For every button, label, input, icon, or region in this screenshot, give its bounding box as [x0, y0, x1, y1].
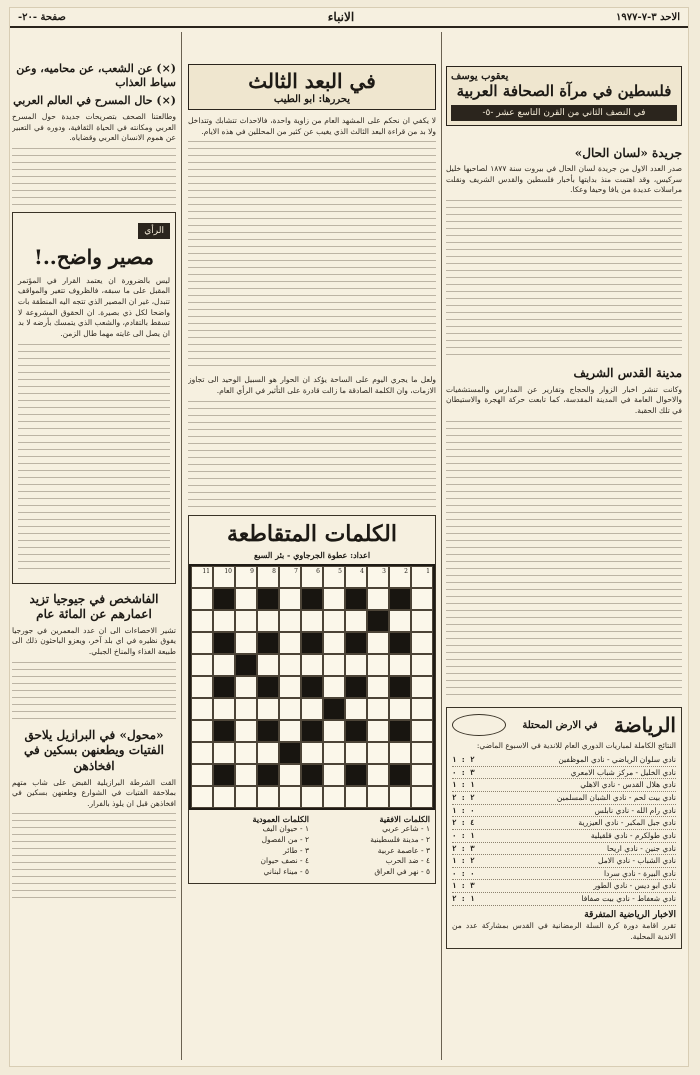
horizontal-clues [315, 814, 430, 878]
crossword-cell[interactable] [257, 610, 279, 632]
crossword-cell[interactable] [191, 764, 213, 786]
sports-match: نادي الشباب - نادي الامل [598, 856, 676, 866]
crossword-cell[interactable] [213, 742, 235, 764]
crossword-section [188, 515, 436, 884]
crossword-cell[interactable] [191, 566, 213, 588]
crossword-cell[interactable] [345, 654, 367, 676]
georgia-headline: الفاشخص في جيوجيا تزيد اعمارهم عن المائة عام [29, 591, 159, 622]
vertical-clues [194, 814, 309, 878]
crossword-cell[interactable] [367, 698, 389, 720]
crossword-black-cell [367, 610, 389, 632]
crossword-cell[interactable] [301, 742, 323, 764]
crossword-black-cell [301, 720, 323, 742]
sports-match: نادي سلوان الرياضي - نادي الموظفين [558, 755, 676, 765]
theatre-headline-1: (×) عن الشعب، عن محاميه، وعن سياط العذاب [16, 62, 176, 90]
sports-score: ٢ : ١ [452, 856, 475, 866]
crossword-cell[interactable] [257, 698, 279, 720]
brazil-headline: «محول» في البرازيل يلاحق الفتيات ويطعنهن بسكين في افخاذهن [23, 727, 164, 773]
sports-result-row [452, 880, 676, 893]
crossword-cell[interactable] [367, 676, 389, 698]
crossword-clue: ٤ - نصف حيوان [260, 856, 309, 866]
crossword-cell[interactable] [367, 720, 389, 742]
crossword-cell[interactable] [235, 742, 257, 764]
crossword-cell[interactable] [323, 610, 345, 632]
crossword-cell[interactable] [367, 764, 389, 786]
vertical-clues-title: الكلمات العمودية [252, 814, 309, 825]
crossword-grid[interactable] [189, 564, 435, 810]
sports-result-row [452, 855, 676, 868]
crossword-clue: ٥ - ميناء لبناني [263, 867, 309, 877]
crossword-black-cell [345, 676, 367, 698]
masthead [10, 8, 688, 28]
crossword-cell[interactable] [257, 654, 279, 676]
crossword-cell[interactable] [191, 742, 213, 764]
third-dimension-text: لا يكفي ان نحكم على المشهد العام من زاوية واحدة، فالاحداث تتشابك وتتداخل ولا بد من قراءة البعد الثالث الذي يغيب عن كثير من المحللين في هذه الايام. [188, 116, 436, 136]
sports-match: نادي الخليل - مركز شباب الامعري [570, 767, 676, 777]
crossword-cell[interactable] [323, 588, 345, 610]
crossword-cell[interactable] [279, 610, 301, 632]
sports-section [446, 707, 682, 949]
brazil-text: القت الشرطة البرازيلية القبض على شاب متهم بملاحقة الفتيات في الشوارع وطعنهن بسكين في افخاذهن قبل ان يلوذ بالفرار. [12, 777, 176, 808]
crossword-cell[interactable] [367, 566, 389, 588]
crossword-black-cell [389, 720, 411, 742]
article-body-lines [188, 141, 436, 371]
crossword-cell[interactable] [323, 654, 345, 676]
article-body-lines [188, 401, 436, 511]
crossword-cell[interactable] [191, 588, 213, 610]
vertical-clues-list [194, 824, 309, 877]
crossword-black-cell [301, 588, 323, 610]
sports-result-row [452, 830, 676, 843]
sports-results-list [452, 754, 676, 906]
crossword-cell[interactable] [367, 632, 389, 654]
sports-match: نادي رام الله - نادي نابلس [594, 805, 676, 815]
crossword-black-cell [213, 764, 235, 786]
sports-intro: النتائج الكاملة لمباريات الدوري العام للاندية في الاسبوع الماضي: [476, 740, 676, 750]
palestine-subheadline: في النصف الثاني من القرن التاسع عشر -٥- [451, 105, 677, 121]
crossword-cell[interactable] [389, 786, 411, 808]
left-column [12, 32, 176, 1060]
crossword-cell[interactable] [411, 632, 433, 654]
jerusalem-heading: مدينة القدس الشريف [573, 366, 682, 381]
crossword-cell-number: 6 [316, 568, 320, 576]
crossword-cell[interactable] [411, 698, 433, 720]
crossword-cell[interactable] [389, 610, 411, 632]
crossword-black-cell [257, 764, 279, 786]
sports-result-row [452, 843, 676, 856]
crossword-cell[interactable] [213, 698, 235, 720]
crossword-cell[interactable] [279, 720, 301, 742]
crossword-cell[interactable] [389, 566, 411, 588]
sports-match: نادي جبل المكبر - نادي العيزرية [578, 818, 676, 828]
article-body-lines [18, 344, 170, 574]
issue-date: الاحد ٣-٧-١٩٧٧ [616, 11, 680, 23]
crossword-cell[interactable] [191, 610, 213, 632]
crossword-cell[interactable] [411, 764, 433, 786]
crossword-cell[interactable] [389, 742, 411, 764]
crossword-cell[interactable] [367, 742, 389, 764]
crossword-cell[interactable] [411, 742, 433, 764]
sports-news-heading: الاخبار الرياضية المتفرقة [584, 909, 676, 920]
article-body-lines [446, 200, 682, 360]
crossword-black-cell [301, 632, 323, 654]
crossword-cell[interactable] [323, 764, 345, 786]
crossword-clue: ٣ - طائر [283, 845, 309, 855]
sports-score: ٣ : ٢ [452, 843, 475, 853]
crossword-clue: ٢ - مدينة فلسطينية [370, 835, 430, 845]
georgia-text: تشير الاحصاءات الى ان عدد المعمرين في جورجيا يفوق نظيره في اي بلد آخر، ويعزو الباحثون ذلك الى طبيعة الغذاء والمناخ الجبلي. [12, 625, 176, 657]
crossword-cell[interactable] [367, 588, 389, 610]
sports-score: ٠ : ٠ [452, 868, 475, 878]
crossword-cell[interactable] [301, 566, 323, 588]
page-number: صفحة -٢٠- [18, 11, 66, 23]
crossword-cell[interactable] [323, 742, 345, 764]
opinion-text: ليس بالضرورة ان يعتمد القرار في المؤتمر المقبل على ما سبقه، فالظروف تتغير والمواقف تتبدل، غير ان المصير الذي تتجه اليه المنطقة بات واضحا لكل ذي بصيرة. ان الحقوق المشروعة لا تسقط بالتقادم، والشعب الذي يتمسك بأرضه لا بد ان يصل الى غايته مهما طال الزمن. [17, 275, 170, 339]
crossword-cell[interactable] [235, 764, 257, 786]
crossword-cell[interactable] [235, 566, 257, 588]
crossword-cell[interactable] [411, 720, 433, 742]
crossword-cell[interactable] [235, 632, 257, 654]
crossword-cell[interactable] [367, 786, 389, 808]
sports-header [452, 713, 676, 738]
crossword-clue: ٥ - نهر في العراق [374, 867, 430, 877]
sports-score: ٢ : ١ [452, 755, 475, 765]
crossword-cell[interactable] [235, 610, 257, 632]
crossword-cell[interactable] [345, 698, 367, 720]
sports-match: نادي ابو ديس - نادي الطور [593, 881, 676, 891]
crossword-cell-number: 4 [360, 568, 364, 576]
crossword-cell[interactable] [235, 588, 257, 610]
crossword-cell[interactable] [345, 786, 367, 808]
sports-result-row [452, 817, 676, 830]
crossword-black-cell [235, 654, 257, 676]
crossword-clue: ٣ - عاصمة عربية [377, 845, 430, 855]
column-divider [441, 32, 442, 1060]
crossword-cell[interactable] [191, 654, 213, 676]
theatre-text: وطالعتنا الصحف بتصريحات جديدة حول المسرح العربي ومكانته في الحياة الثقافية، ودوره في التعبير عن هموم الانسان العربي وقضاياه. [12, 111, 176, 143]
crossword-cell[interactable] [279, 588, 301, 610]
crossword-cell[interactable] [411, 676, 433, 698]
crossword-cell[interactable] [213, 566, 235, 588]
series-author: يعقوب يوسف [451, 71, 509, 82]
horizontal-clues-title: الكلمات الافقية [379, 814, 430, 825]
crossword-cell-number: 10 [224, 568, 232, 576]
crossword-clues [194, 814, 430, 878]
sports-score: ١ : ٠ [452, 830, 475, 840]
crossword-cell[interactable] [411, 588, 433, 610]
crossword-clue: ٤ - ضد الحرب [385, 856, 430, 866]
sports-result-row [452, 754, 676, 767]
column-author: يحررها: ابو الطيب [273, 94, 351, 105]
crossword-black-cell [213, 676, 235, 698]
crossword-black-cell [257, 632, 279, 654]
sports-score: ٣ : ١ [452, 881, 475, 891]
crossword-black-cell [257, 720, 279, 742]
lisan-al-hal-text: صدر العدد الاول من جريدة لسان الحال في بيروت سنة ١٨٧٧ لصاحبها خليل سركيس، وقد اهتمت منذ بدايتها بأخبار فلسطين والقدس الشريف ونقلت مراسلات عديدة من يافا وحيفا وعكا. [446, 164, 682, 195]
crossword-black-cell [389, 588, 411, 610]
crossword-cell[interactable] [191, 720, 213, 742]
crossword-cell[interactable] [389, 654, 411, 676]
crossword-cell[interactable] [235, 720, 257, 742]
sports-result-row [452, 805, 676, 818]
crossword-black-cell [389, 764, 411, 786]
sports-result-row [452, 868, 676, 881]
crossword-cell[interactable] [235, 698, 257, 720]
crossword-cell-number: 9 [250, 568, 254, 576]
article-body-lines [446, 421, 682, 701]
sports-match: نادي بيت لحم - نادي الشبان المسلمين [556, 793, 676, 803]
crossword-cell-number: 7 [294, 568, 298, 576]
crossword-cell[interactable] [323, 632, 345, 654]
crossword-clue: ١ - حيوان اليف [262, 824, 309, 834]
sports-result-row [452, 792, 676, 805]
crossword-cell[interactable] [279, 632, 301, 654]
crossword-cell[interactable] [213, 610, 235, 632]
newspaper-page [10, 8, 688, 1066]
crossword-cell[interactable] [279, 786, 301, 808]
crossword-black-cell [345, 720, 367, 742]
sports-score: ١ : ٢ [452, 894, 475, 904]
crossword-clue: ١ - شاعر عربي [382, 824, 430, 834]
crossword-cell[interactable] [323, 786, 345, 808]
crossword-cell[interactable] [191, 786, 213, 808]
sports-score: ١ : ١ [452, 780, 475, 790]
crossword-cell-number: 1 [426, 568, 430, 576]
crossword-cell[interactable] [345, 742, 367, 764]
sports-score: ٤ : ٢ [452, 818, 475, 828]
sports-match: نادي جنين - نادي اريحا [606, 843, 676, 853]
opinion-box [12, 212, 176, 584]
crossword-black-cell [213, 720, 235, 742]
newspaper-name: الانباء [327, 10, 355, 24]
sports-score: ٠ : ١ [452, 805, 475, 815]
crossword-black-cell [279, 742, 301, 764]
sports-result-row [452, 767, 676, 780]
crossword-cell[interactable] [279, 566, 301, 588]
crossword-cell[interactable] [301, 654, 323, 676]
crossword-black-cell [301, 676, 323, 698]
crossword-cell[interactable] [323, 676, 345, 698]
crossword-cell[interactable] [411, 566, 433, 588]
crossword-grid-wrapper [194, 564, 430, 810]
crossword-cell[interactable] [235, 676, 257, 698]
sports-score: ٢ : ٢ [452, 793, 475, 803]
lisan-al-hal-heading: جريدة «لسان الحال» [574, 145, 682, 160]
right-column [446, 32, 682, 1060]
crossword-black-cell [213, 588, 235, 610]
middle-column [188, 32, 436, 1060]
crossword-author: اعداد: عطوة الجرجاوي - بئر السبع [253, 550, 371, 561]
crossword-cell[interactable] [191, 676, 213, 698]
crossword-black-cell [345, 764, 367, 786]
horizontal-clues-list [315, 824, 430, 877]
crossword-cell[interactable] [301, 786, 323, 808]
third-dimension-title: في البعد الثالث [248, 69, 376, 93]
sports-match: نادي طولكرم - نادي قلقيلية [590, 830, 676, 840]
crossword-black-cell [345, 588, 367, 610]
column-divider [181, 32, 182, 1060]
crossword-cell-number: 8 [272, 568, 276, 576]
article-body-lines [12, 662, 176, 722]
sports-score: ٣ : ٠ [452, 767, 475, 777]
opinion-label: الرأي [138, 223, 170, 239]
sports-result-row [452, 779, 676, 792]
palestine-headline: فلسطين في مرآة الصحافة العربية [456, 82, 672, 100]
jerusalem-text: وكانت تنشر اخبار الزوار والحجاج وتقارير عن المدارس والمستشفيات والاحوال العامة في المدينة المقدسة، كما تابعت حركة الهجرة والاستيطان في تلك الحقبة. [446, 384, 682, 415]
crossword-black-cell [345, 632, 367, 654]
crossword-cell[interactable] [323, 720, 345, 742]
crossword-cell[interactable] [345, 610, 367, 632]
crossword-cell[interactable] [411, 786, 433, 808]
crossword-black-cell [323, 698, 345, 720]
crossword-cell[interactable] [279, 764, 301, 786]
crossword-cell-number: 3 [382, 568, 386, 576]
crossword-cell[interactable] [301, 698, 323, 720]
crossword-cell[interactable] [367, 654, 389, 676]
sports-emblem-icon [452, 714, 506, 736]
crossword-cell[interactable] [257, 566, 279, 588]
sports-result-row [452, 893, 676, 906]
article-body-lines [12, 813, 176, 903]
crossword-cell[interactable] [323, 566, 345, 588]
crossword-black-cell [301, 764, 323, 786]
crossword-cell[interactable] [301, 610, 323, 632]
sports-title: الرياضة [613, 712, 676, 737]
third-dimension-header [188, 64, 436, 110]
crossword-black-cell [389, 676, 411, 698]
crossword-cell-number: 11 [202, 568, 210, 576]
crossword-cell[interactable] [213, 786, 235, 808]
crossword-cell[interactable] [279, 654, 301, 676]
crossword-cell[interactable] [257, 786, 279, 808]
crossword-cell[interactable] [279, 676, 301, 698]
crossword-cell[interactable] [389, 698, 411, 720]
sports-news-text: تقرر اقامة دورة كرة السلة الرمضانية في القدس بمشاركة عدد من الاندية المحلية. [452, 921, 676, 941]
sports-match: نادي هلال القدس - نادي الاهلي [580, 780, 676, 790]
crossword-cell-number: 5 [338, 568, 342, 576]
crossword-black-cell [257, 588, 279, 610]
palestine-press-header [446, 66, 682, 126]
crossword-clue: ٢ - من الفصول [261, 835, 309, 845]
opinion-title: مصير واضح..! [34, 244, 154, 269]
crossword-black-cell [389, 632, 411, 654]
sports-match: نادي البيرة - نادي سردا [603, 868, 676, 878]
crossword-cell[interactable] [213, 654, 235, 676]
crossword-cell[interactable] [411, 610, 433, 632]
crossword-black-cell [257, 676, 279, 698]
article-body-lines [12, 148, 176, 208]
crossword-cell-number: 2 [404, 568, 408, 576]
crossword-cell[interactable] [411, 654, 433, 676]
theatre-headline-2: (×) حال المسرح في العالم العربي [13, 93, 176, 107]
crossword-black-cell [213, 632, 235, 654]
crossword-cell[interactable] [191, 698, 213, 720]
crossword-title: الكلمات المتقاطعة [227, 520, 397, 547]
third-dimension-text-2: ولعل ما يجري اليوم على الساحة يؤكد ان الحوار هو السبيل الوحيد الى تجاوز الازمات، وان الكلمة الصادقة ما زالت قادرة على التأثير في الرأي العام. [188, 375, 436, 395]
crossword-cell[interactable] [257, 742, 279, 764]
crossword-cell[interactable] [235, 786, 257, 808]
crossword-cell[interactable] [279, 698, 301, 720]
crossword-cell[interactable] [191, 632, 213, 654]
sports-match: نادي شعفاط - نادي بيت صفافا [581, 894, 676, 904]
crossword-cell[interactable] [345, 566, 367, 588]
sports-subtitle: في الارض المحتلة [522, 719, 598, 731]
